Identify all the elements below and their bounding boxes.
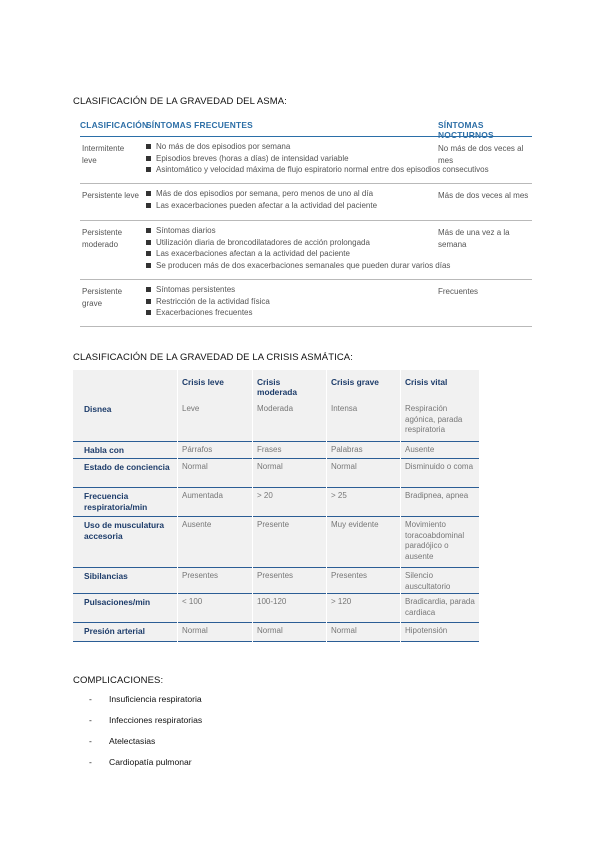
column-header-clasificacion: CLASIFICACIÓN xyxy=(80,120,149,130)
table-cell: Párrafos xyxy=(182,445,213,454)
bullet-dash: - xyxy=(89,694,92,704)
bullet-dash: - xyxy=(89,736,92,746)
table-cell: Disminuido o coma xyxy=(405,462,474,471)
table-cell: Presentes xyxy=(257,571,294,580)
asthma-severity-table xyxy=(80,116,532,327)
table-cell: < 100 xyxy=(182,597,203,606)
list-item: Síntomas persistentes xyxy=(146,284,532,296)
table-row xyxy=(80,280,532,327)
row-nocturnal: Más de dos veces al mes xyxy=(438,191,529,200)
list-item-text: Atelectasias xyxy=(109,736,156,746)
row-label: Frecuencia respiratoria/min xyxy=(84,491,148,512)
table-cell: Bradicardia, parada cardiaca xyxy=(405,597,475,617)
row-label: Disnea xyxy=(84,404,112,414)
table-cell: Normal xyxy=(257,462,283,471)
row-label: Habla con xyxy=(84,445,125,455)
row-label: Pulsaciones/min xyxy=(84,597,151,607)
table-cell: Bradipnea, apnea xyxy=(405,491,469,500)
list-item: Más de dos episodios por semana, pero menos de uno al día xyxy=(146,188,532,200)
table-row xyxy=(80,184,532,221)
table-row xyxy=(73,488,479,517)
column-header-leve: Crisis leve xyxy=(182,377,224,387)
asthma-severity-heading: CLASIFICACIÓN DE LA GRAVEDAD DEL ASMA: xyxy=(73,96,287,107)
column-header-vital: Crisis vital xyxy=(405,377,448,387)
table-cell: Normal xyxy=(331,462,357,471)
table-cell: Presentes xyxy=(331,571,368,580)
table-row xyxy=(73,442,479,459)
table-cell: > 120 xyxy=(331,597,352,606)
table-cell: Respiración agónica, parada respiratoria xyxy=(405,404,463,434)
table-cell: Moderada xyxy=(257,404,294,413)
list-item-text: Cardiopatía pulmonar xyxy=(109,757,192,767)
table-row xyxy=(73,459,479,488)
table-cell: Frases xyxy=(257,445,282,454)
row-nocturnal: No más de dos veces al mes xyxy=(438,144,524,165)
list-item-text: Infecciones respiratorias xyxy=(109,715,203,725)
list-item: Síntomas diarios xyxy=(146,225,532,237)
list-item: Las exacerbaciones afectan a la actividad del paciente xyxy=(146,248,532,260)
crisis-severity-heading: CLASIFICACIÓN DE LA GRAVEDAD DE LA CRISIS ASMÁTICA: xyxy=(73,352,353,363)
row-nocturnal: Frecuentes xyxy=(438,287,479,296)
table-cell: Normal xyxy=(257,626,283,635)
list-item: Episodios breves (horas a días) de intensidad variable xyxy=(146,153,532,165)
list-item: Utilización diaria de broncodilatadores de acción prolongada xyxy=(146,237,532,249)
row-nocturnal: Más de una vez a la semana xyxy=(438,228,510,249)
table-header xyxy=(73,370,479,401)
list-item: Se producen más de dos exacerbaciones semanales que pueden durar varios días xyxy=(146,260,532,272)
table-row xyxy=(80,137,532,184)
complications-heading: COMPLICACIONES: xyxy=(73,675,164,686)
column-header-nocturnos: SÍNTOMAS NOCTURNOS xyxy=(438,120,494,140)
table-cell: Normal xyxy=(331,626,357,635)
row-label: Presión arterial xyxy=(84,626,145,636)
row-classification: Persistente leve xyxy=(82,191,139,200)
table-row xyxy=(73,594,479,623)
table-cell: Silencio auscultatorio xyxy=(405,571,451,591)
list-item: Exacerbaciones frecuentes xyxy=(146,307,532,319)
table-cell: Muy evidente xyxy=(331,520,379,529)
column-header-sintomas: SÍNTOMAS FRECUENTES xyxy=(146,120,253,130)
table-cell: 100-120 xyxy=(257,597,287,606)
list-item: Restricción de la actividad física xyxy=(146,296,532,308)
column-divider xyxy=(400,370,401,642)
table-cell: Presentes xyxy=(182,571,219,580)
table-cell: Ausente xyxy=(182,520,212,529)
column-header-grave: Crisis grave xyxy=(331,377,379,387)
column-header-moderada: Crisis moderada xyxy=(257,377,298,397)
list-item: No más de dos episodios por semana xyxy=(146,141,532,153)
row-classification: Intermitente leve xyxy=(82,144,125,165)
bullet-dash: - xyxy=(89,715,92,725)
list-item-text: Insuficiencia respiratoria xyxy=(109,694,202,704)
table-cell: Movimiento toracoabdominal paradójico o ausente xyxy=(405,520,465,561)
row-label: Sibilancias xyxy=(84,571,128,581)
table-cell: Palabras xyxy=(331,445,363,454)
row-classification: Persistente grave xyxy=(82,287,123,308)
table-cell: > 25 xyxy=(331,491,347,500)
table-cell: > 20 xyxy=(257,491,273,500)
list-item: Asintomático y velocidad máxima de flujo espiratorio normal entre dos episodios consecutivos xyxy=(146,164,532,176)
list-item: Las exacerbaciones pueden afectar a la actividad del paciente xyxy=(146,200,532,212)
table-cell: Normal xyxy=(182,626,208,635)
bullet-dash: - xyxy=(89,757,92,767)
table-cell: Hipotensión xyxy=(405,626,448,635)
table-cell: Intensa xyxy=(331,404,358,413)
row-classification: Persistente moderado xyxy=(82,228,123,249)
table-header xyxy=(80,116,532,140)
column-divider xyxy=(177,370,178,642)
table-row xyxy=(73,517,479,568)
table-cell: Leve xyxy=(182,404,200,413)
table-row xyxy=(73,623,479,642)
column-divider xyxy=(326,370,327,642)
table-cell: Normal xyxy=(182,462,208,471)
column-divider xyxy=(252,370,253,642)
table-row xyxy=(73,568,479,594)
table-row xyxy=(80,221,532,280)
table-cell: Ausente xyxy=(405,445,435,454)
crisis-severity-table xyxy=(73,370,479,642)
table-cell: Presente xyxy=(257,520,290,529)
table-cell: Aumentada xyxy=(182,491,223,500)
table-row xyxy=(73,401,479,442)
row-label: Estado de conciencia xyxy=(84,462,170,472)
row-label: Uso de musculatura accesoria xyxy=(84,520,165,541)
